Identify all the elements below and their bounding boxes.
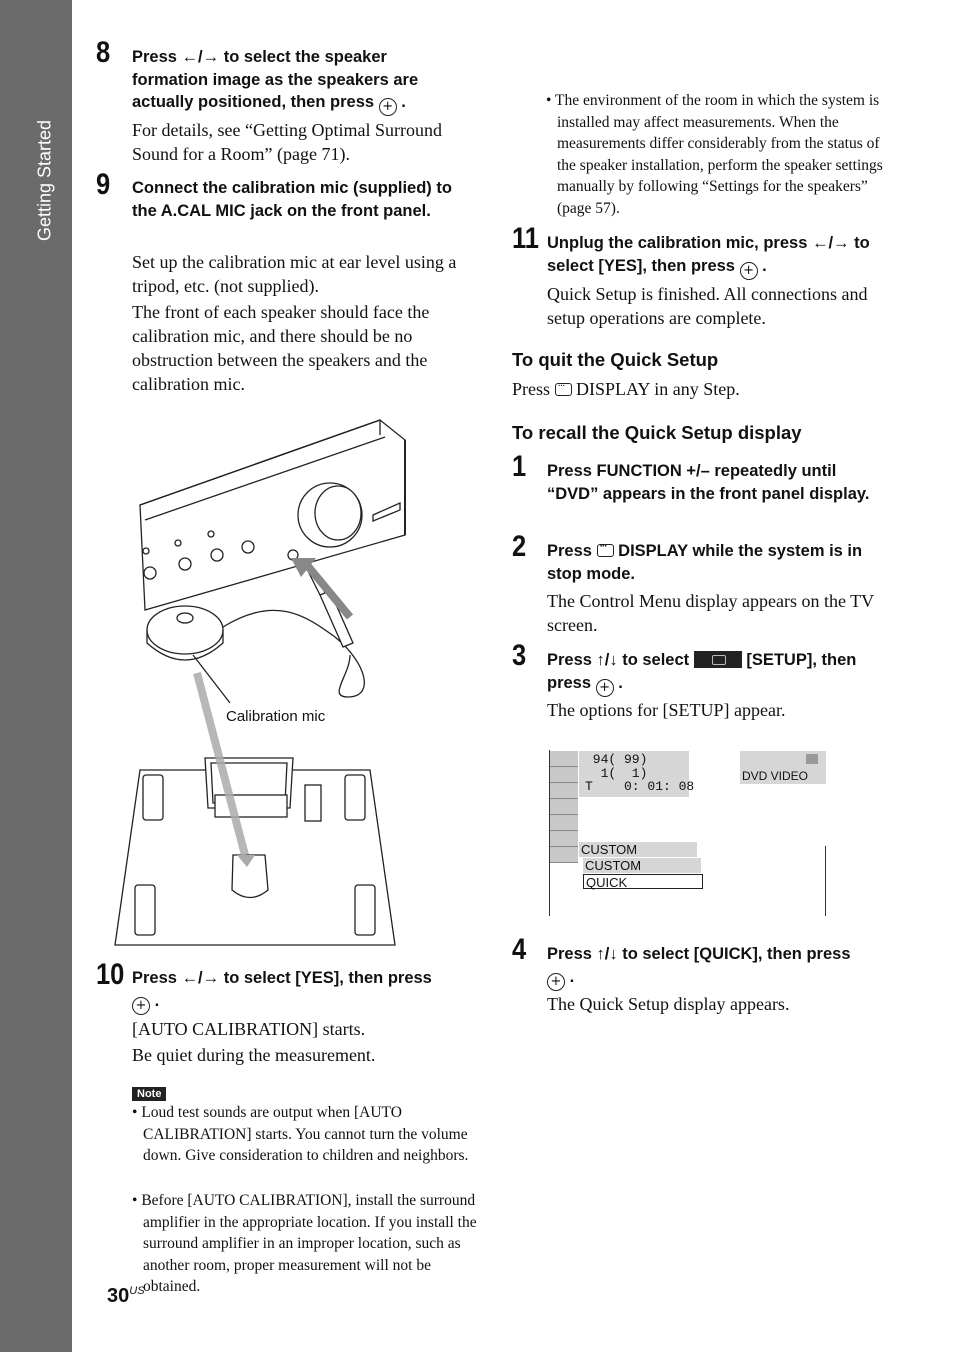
sidebar xyxy=(0,0,72,1352)
recall-step-3-number: 3 xyxy=(512,639,527,672)
recall-step-4-number: 4 xyxy=(512,933,527,966)
step-11-heading: Unplug the calibration mic, press ←/→ to select [YES], then press + . xyxy=(547,234,870,278)
step-10-number: 10 xyxy=(96,958,125,991)
mic-label: Calibration mic xyxy=(226,708,326,725)
note-badge: Note xyxy=(132,1084,166,1102)
recall-step-2-heading: Press ··· DISPLAY while the system is in stop mode. xyxy=(547,540,887,585)
calibration-mic-illustration xyxy=(105,415,415,955)
step-11-number: 11 xyxy=(512,222,539,255)
quit-title: To quit the Quick Setup xyxy=(512,349,719,370)
recall-step-1-number: 1 xyxy=(512,450,527,483)
display-icon xyxy=(597,544,614,557)
step-11-body: Quick Setup is finished. All connections and setup operations are complete. xyxy=(547,284,868,328)
step-10-body-2: Be quiet during the measurement. xyxy=(132,1045,376,1065)
recall-step-2-body: The Control Menu display appears on the TV screen. xyxy=(547,591,874,635)
step-9-body-1: Set up the calibration mic at ear level using a tripod, etc. (not supplied). xyxy=(132,252,457,296)
menu-tab xyxy=(550,751,578,767)
recall-step-1-heading: Press FUNCTION +/– repeatedly until “DVD” appears in the front panel display. xyxy=(547,462,870,503)
menu-tab xyxy=(550,847,578,863)
recall-step-3-body: The options for [SETUP] appear. xyxy=(547,700,786,720)
section-title: Getting Started xyxy=(34,119,55,242)
menu-tab xyxy=(550,799,578,815)
setup-option-quick[interactable]: QUICK xyxy=(583,874,703,889)
recall-step-4-body: The Quick Setup display appears. xyxy=(547,994,790,1014)
step-9-heading: Connect the calibration mic (supplied) to the A.CAL MIC jack on the front panel. xyxy=(132,179,452,220)
playback-info: 94( 99) 1( 1) T 0: 01: 08 xyxy=(579,751,689,797)
recall-title: To recall the Quick Setup display xyxy=(512,422,802,443)
display-icon xyxy=(555,383,572,396)
step-8-heading: Press ←/→ to select the speaker formation image as the speakers are actually positioned, then press + . xyxy=(132,48,419,114)
setup-option-current: CUSTOM xyxy=(579,842,697,857)
step-8-body: For details, see “Getting Optimal Surround Sound for a Room” (page 71). xyxy=(132,120,442,164)
step-9-body-2: The front of each speaker should face the calibration mic, and there should be no obstruction between the speakers and the calibration mic. xyxy=(132,302,430,394)
enter-icon: + xyxy=(547,973,565,991)
setup-option-custom[interactable]: CUSTOM xyxy=(583,858,701,873)
menu-tab xyxy=(550,815,578,831)
setup-menu-screen xyxy=(549,750,827,918)
step-10-body-1: [AUTO CALIBRATION] starts. xyxy=(132,1019,366,1039)
note-item-3: • The environment of the room in which the system is installed may affect measurements. When the measurements differ considerably from the status of the speaker installation, perform the speaker settings manually by following “Settings for the speakers” (page 57). xyxy=(546,92,883,217)
recall-step-3-heading: Press ↑/↓ to select [SETUP], then press + . xyxy=(547,651,857,695)
page-number: $30^{US}$ xyxy=(107,1285,145,1307)
enter-icon: + xyxy=(132,997,150,1015)
menu-tab xyxy=(550,767,578,783)
step-10-heading: Press ←/→ to select [YES], then press + . xyxy=(132,969,432,1013)
note-item-1: • Loud test sounds are output when [AUTO CALIBRATION] starts. You cannot turn the volume down. Give consideration to children and neighbors. xyxy=(132,1104,469,1165)
quit-text: Press ··· DISPLAY in any Step. xyxy=(512,377,892,401)
enter-icon: + xyxy=(596,679,614,697)
recall-step-4-heading: Press ↑/↓ to select [QUICK], then press + . xyxy=(547,945,851,989)
enter-icon: + xyxy=(740,262,758,280)
menu-tab xyxy=(550,783,578,799)
menu-tab xyxy=(550,831,578,847)
step-8-number: 8 xyxy=(96,36,111,69)
enter-icon: + xyxy=(379,98,397,116)
source-indicator: DVD VIDEO xyxy=(740,751,826,784)
note-item-2: • Before [AUTO CALIBRATION], install the surround amplifier in the appropriate location. If you install the surround amplifier in an improper location, such as another room, proper measurement will not be obtained. xyxy=(132,1192,477,1296)
note-item-2-continued xyxy=(557,46,887,90)
setup-icon xyxy=(694,651,742,668)
recall-step-2-number: 2 xyxy=(512,530,527,563)
step-9-number: 9 xyxy=(96,168,111,201)
